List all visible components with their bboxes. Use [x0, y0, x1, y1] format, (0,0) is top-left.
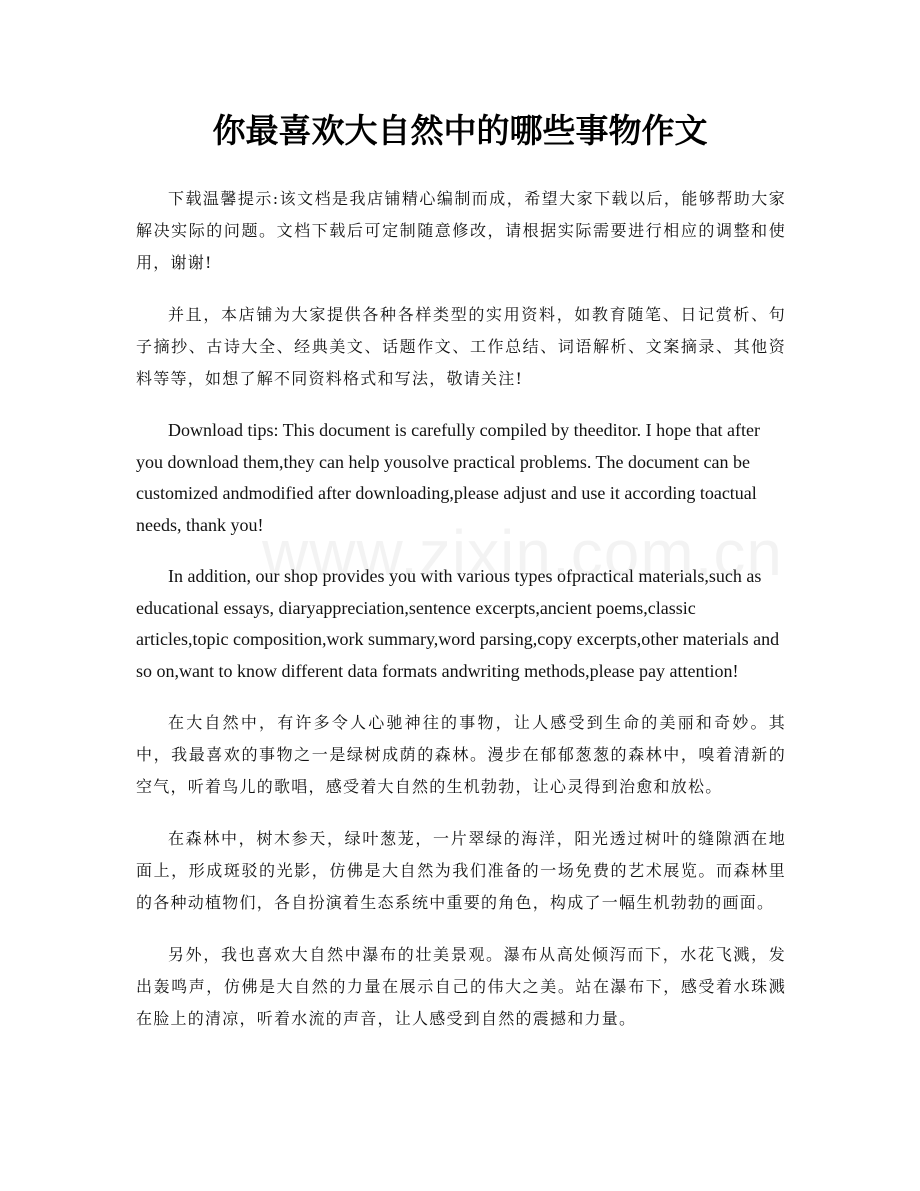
document-title: 你最喜欢大自然中的哪些事物作文	[212, 111, 708, 150]
paragraph-forest-intro: 在大自然中，有许多令人心驰神往的事物，让人感受到生命的美丽和奇妙。其中，我最喜欢的事物之一是绿树成荫的森林。漫步在郁郁葱葱的森林中，嗅着清新的空气，听着鸟儿的歌唱，感受着大自然的生机勃勃，让心灵得到治愈和放松。	[136, 713, 786, 796]
document-body	[136, 183, 786, 1055]
paragraph-forest-detail: 在森林中，树木参天，绿叶葱茏，一片翠绿的海洋，阳光透过树叶的缝隙洒在地面上，形成斑驳的光影，仿佛是大自然为我们准备的一场免费的艺术展览。而森林里的各种动植物们，各自扮演着生态系统中重要的角色，构成了一幅生机勃勃的画面。	[136, 829, 786, 912]
paragraph-shop-info-en: In addition, our shop provides you with various types ofpractical materials,such as educational essays, diaryappreciation,sentence excerpts,ancient poems,classic articles,topic composition,work summary,word parsing,copy excerpts,other materials and so on,want to know different data formats andwriting methods,please pay attention!	[136, 566, 780, 681]
paragraph-shop-info-zh: 并且，本店铺为大家提供各种各样类型的实用资料，如教育随笔、日记赏析、句子摘抄、古诗大全、经典美文、话题作文、工作总结、词语解析、文案摘录、其他资料等等，如想了解不同资料格式和写法，敬请关注!	[136, 305, 786, 388]
paragraph-waterfall: 另外，我也喜欢大自然中瀑布的壮美景观。瀑布从高处倾泻而下，水花飞溅，发出轰鸣声，仿佛是大自然的力量在展示自己的伟大之美。站在瀑布下，感受着水珠溅在脸上的清凉，听着水流的声音，让人感受到自然的震撼和力量。	[136, 945, 786, 1028]
paragraph-download-tip-en: Download tips: This document is carefully compiled by theeditor. I hope that after you download them,they can help yousolve practical problems. The document can be customized andmodified after downloading,please adjust and use it according toactual needs, thank you!	[136, 420, 761, 535]
paragraph-download-tip-zh: 下载温馨提示:该文档是我店铺精心编制而成，希望大家下载以后，能够帮助大家解决实际的问题。文档下载后可定制随意修改，请根据实际需要进行相应的调整和使用，谢谢!	[136, 189, 786, 272]
